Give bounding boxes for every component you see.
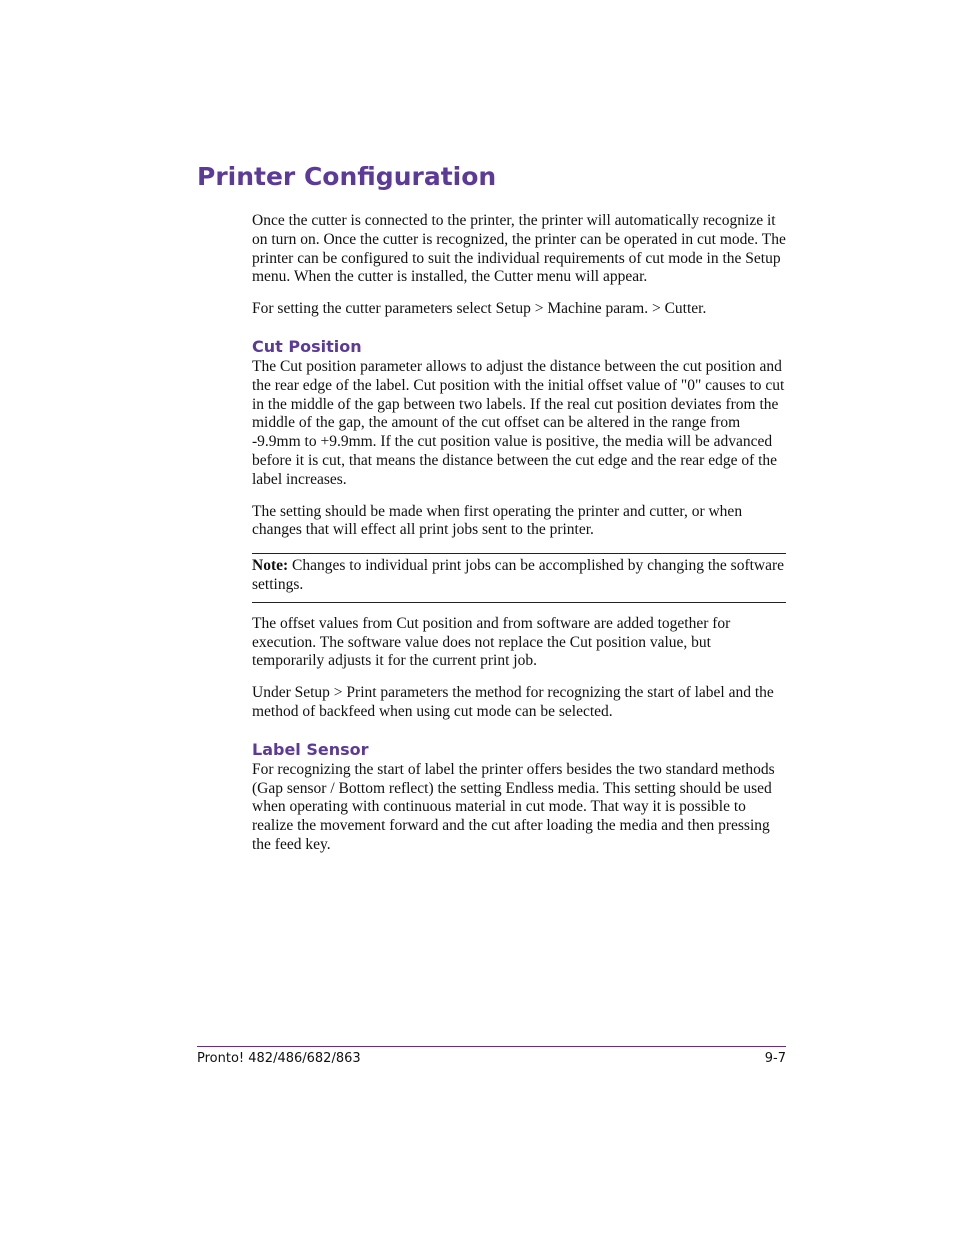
cut-position-heading: Cut Position [252,336,362,356]
cut-position-paragraph: The Cut position parameter allows to adjust the distance between the cut position and the rear edge of the label. Cut position with the initial offset value of "0" causes to cut in the middle of the gap between two labels. If the real cut position deviates from the middle of the gap, the amount of the cut offset can be altered in the range from -9.9mm to +9.9mm. If the cut position value is positive, the media will be advanced before it is cut, that means the distance between the cut edge and the rear edge of the label increases. [252,357,785,488]
offset-paragraph: The offset values from Cut position and from software are added together for execution. The software value does not replace the Cut position value, but temporarily adjusts it for the current print job. [252,614,731,670]
main-content [252,212,786,868]
intro-paragraph: Once the cutter is connected to the printer, the printer will automatically recognize it on turn on. Once the cutter is recognized, the printer can be operated in cut mode. The printer can be configured to suit the individual requirements of cut mode in the Setup menu. When the cutter is installed, the Cutter menu will appear. [252,212,786,286]
print-parameters-paragraph: Under Setup > Print parameters the method for recognizing the start of label and the method of backfeed when using cut mode can be selected. [252,684,774,720]
footer-product-name: Pronto! 482/486/682/863 [197,1051,361,1066]
note-box [252,553,786,603]
note-label: Note: [252,557,289,575]
intro-setup-paragraph: For setting the cutter parameters select Setup > Machine param. > Cutter. [252,300,707,318]
note-text: Changes to individual print jobs can be accomplished by changing the software settings. [252,557,785,593]
page-title: Printer Configuration [197,162,497,191]
label-sensor-heading: Label Sensor [252,739,369,759]
cut-position-setting-paragraph: The setting should be made when first operating the printer and cutter, or when changes that will effect all print jobs sent to the printer. [252,502,743,539]
label-sensor-paragraph: For recognizing the start of label the printer offers besides the two standard methods (Gap sensor / Bottom reflect) the setting Endless media. This setting should be used when operating with continuous material in cut mode. That way it is possible to realize the movement forward and the cut after loading the media and then pressing the feed key. [252,760,775,853]
footer-page-number: 9-7 [764,1051,786,1066]
footer-divider [197,1046,786,1047]
